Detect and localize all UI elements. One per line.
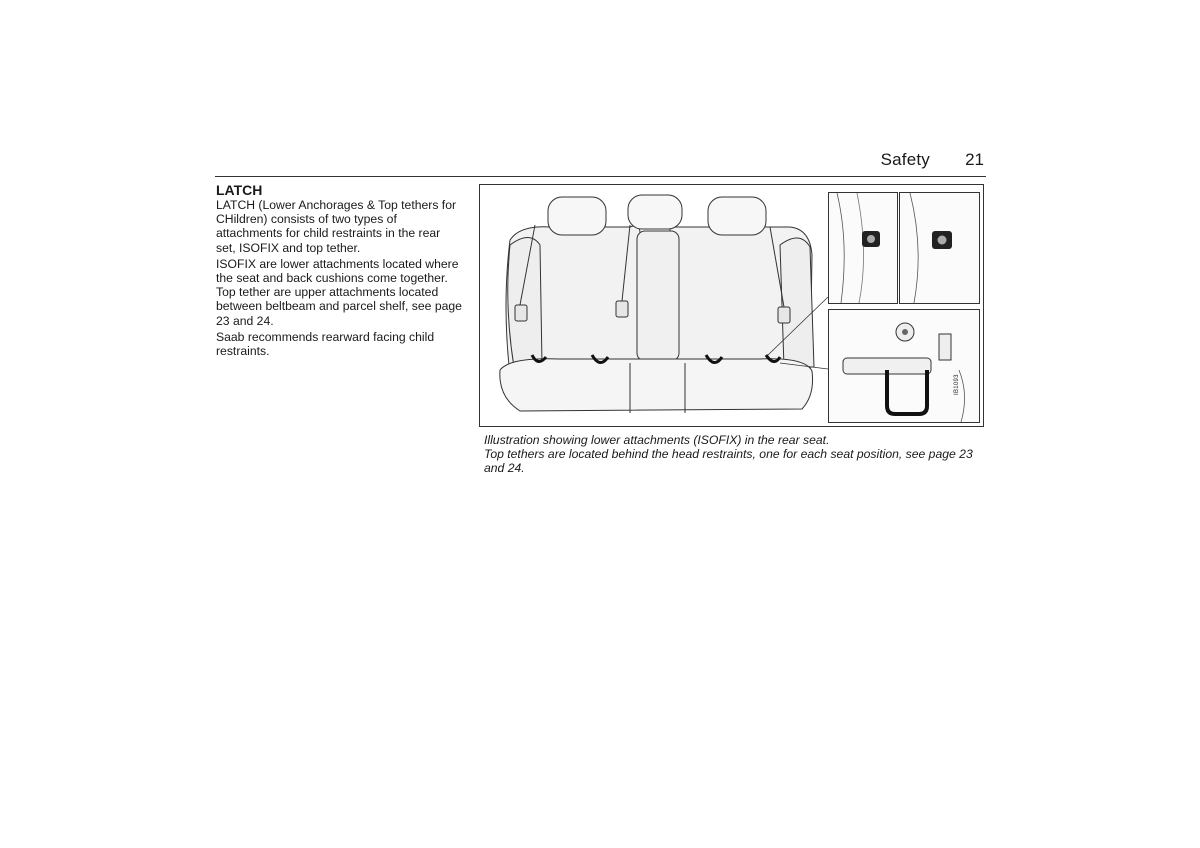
paragraph-isofix-description: ISOFIX are lower attachments located where the seat and back cushions come together. Top tether are upper attachments located between beltbeam and parcel shelf, see page 23 and 24. — [216, 256, 462, 328]
section-title: Safety — [880, 150, 930, 169]
page-number: 21 — [965, 150, 984, 169]
detail-inset-isofix-bracket — [828, 309, 980, 423]
rear-seat-illustration — [479, 184, 984, 427]
figure-code: IB1093 — [954, 374, 960, 395]
figure-caption — [484, 433, 984, 476]
body-text-column — [216, 182, 462, 360]
detail-inset-left-anchor — [828, 192, 898, 304]
section-heading: LATCH — [216, 182, 263, 198]
header-divider — [215, 176, 986, 177]
caption-line-2: Top tethers are located behind the head restraints, one for each seat position, see page 23 and 24. — [484, 447, 973, 476]
paragraph-latch-definition: LATCH (Lower Anchorages & Top tethers for CHildren) consists of two types of attachments for child restraints in the rear set, ISOFIX and top tether. — [216, 198, 457, 255]
paragraph-recommendation: Saab recommends rearward facing child restraints. — [216, 329, 435, 359]
detail-inset-right-anchor — [899, 192, 980, 304]
caption-line-1: Illustration showing lower attachments (ISOFIX) in the rear seat. — [484, 433, 830, 447]
